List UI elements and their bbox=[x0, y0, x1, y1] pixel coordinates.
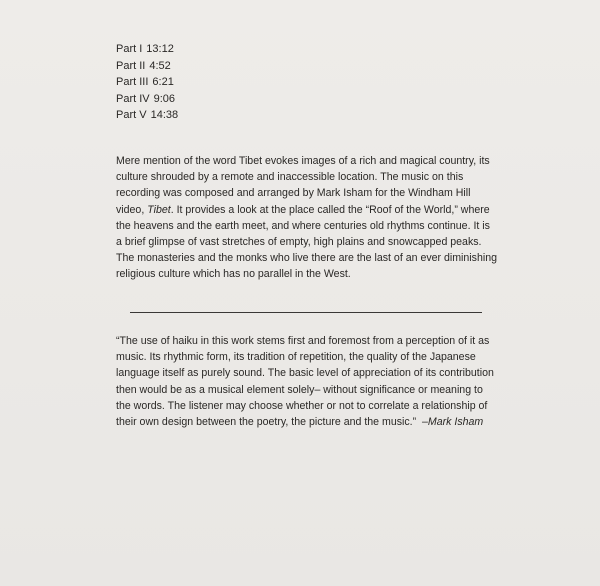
track-row bbox=[116, 74, 178, 91]
divider-rule bbox=[130, 312, 482, 313]
quote-attribution: –Mark Isham bbox=[422, 416, 484, 429]
track-name: Part I bbox=[116, 43, 143, 55]
track-row bbox=[116, 58, 178, 75]
track-duration: 9:06 bbox=[153, 92, 176, 105]
track-row bbox=[116, 41, 178, 58]
track-row bbox=[116, 107, 178, 124]
track-list bbox=[116, 41, 178, 124]
quote-text: “The use of haiku in this work stems first and foremost from a perception of it as music. Its rhythmic form, its tradition of repetition, the quality of the Japanese language itself as purely sound. The basic level of appreciation of its contribution then would be as a musical element solely– without significance or meaning to the words. The listener may choose whether or not to correlate a relationship of their own design between the poetry, the picture and the music.” bbox=[116, 335, 494, 429]
track-duration: 14:38 bbox=[150, 109, 179, 122]
intro-paragraph bbox=[116, 153, 498, 283]
intro-text-after: . It provides a look at the place called the “Roof of the World,” where the heavens and the earth meet, and where centuries old rhythms continue. It is a brief glimpse of vast stretches of empty, high plains and snowcapped peaks. The monasteries and the monks who live there are the last of an ever diminishing religious culture which has no parallel in the West. bbox=[116, 203, 497, 281]
track-name: Part V bbox=[116, 109, 147, 122]
track-name: Part IV bbox=[116, 92, 150, 105]
video-title: Tibet bbox=[147, 203, 171, 216]
track-name: Part III bbox=[116, 76, 149, 89]
track-duration: 6:21 bbox=[152, 76, 174, 89]
intro-text-before: Mere mention of the word Tibet evokes images of a rich and magical country, its culture shrouded by a remote and inaccessible location. The music on this recording was composed and arranged by Mark Isham for the Windham Hill video, bbox=[116, 155, 490, 216]
track-duration: 13:12 bbox=[146, 43, 174, 55]
track-duration: 4:52 bbox=[149, 59, 171, 72]
quote-paragraph bbox=[116, 333, 498, 430]
track-row bbox=[116, 91, 178, 108]
track-name: Part II bbox=[116, 59, 146, 72]
